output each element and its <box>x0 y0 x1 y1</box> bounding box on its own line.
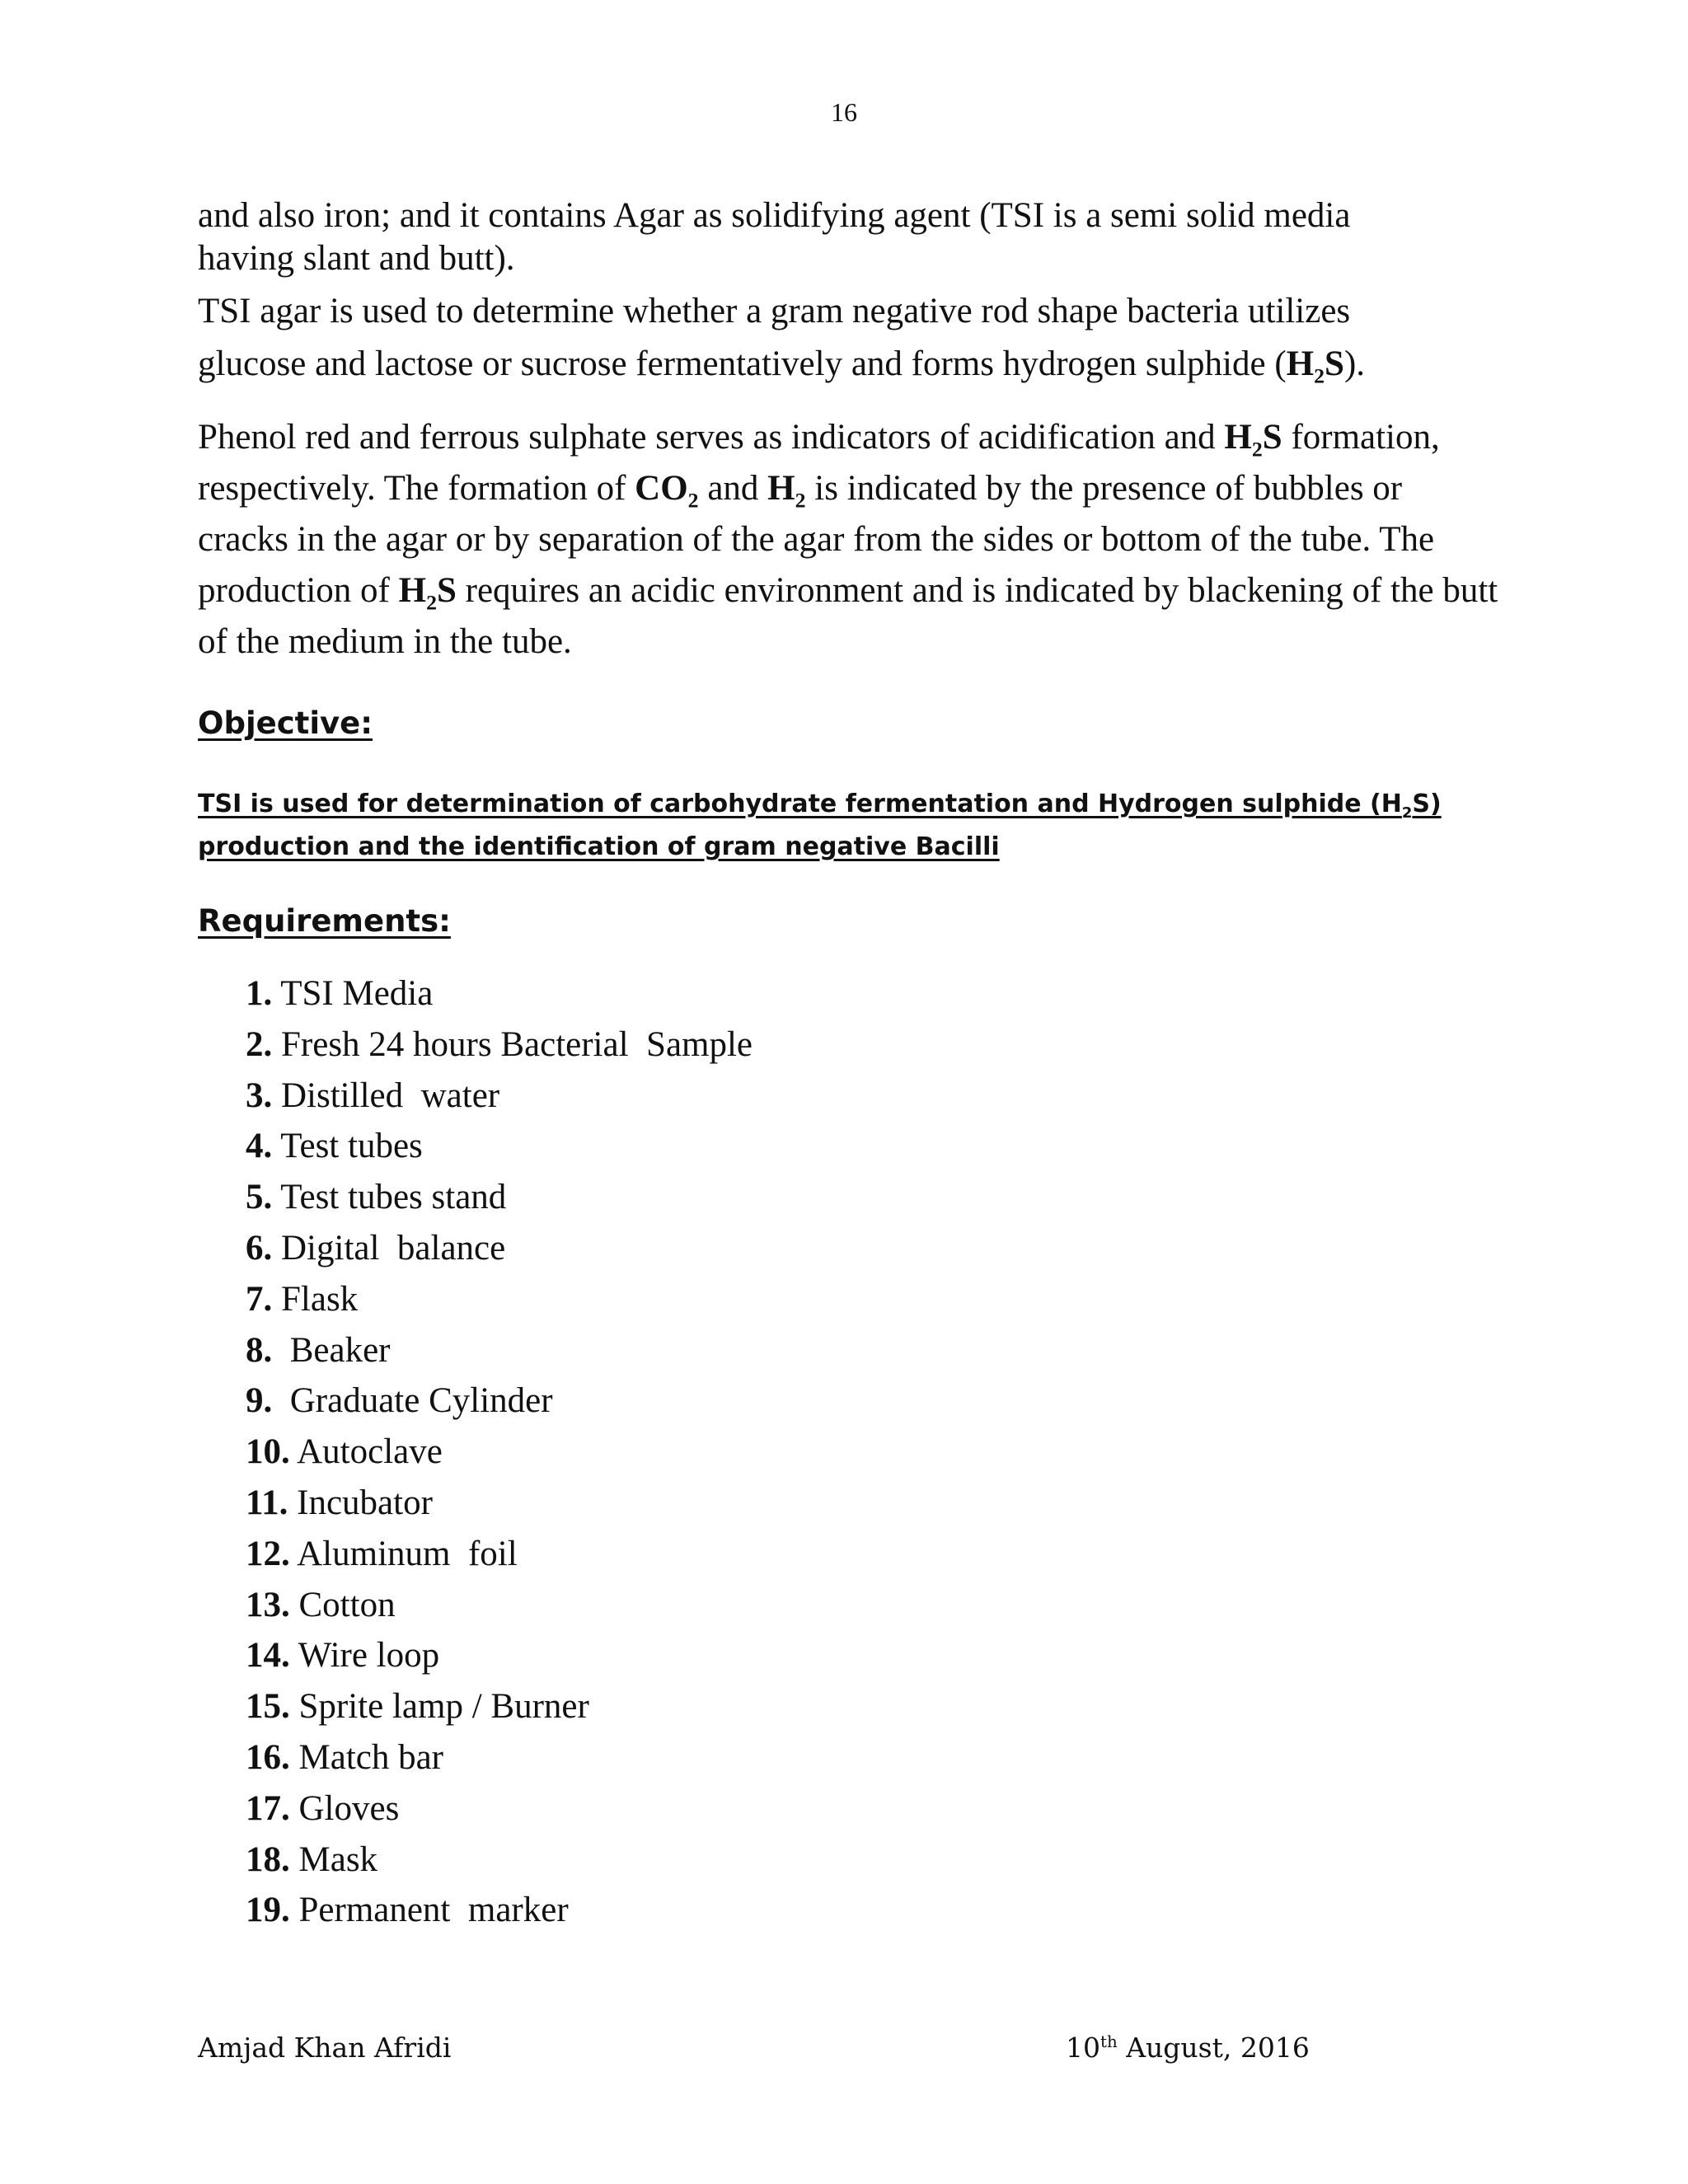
list-item: 12. Aluminum foil <box>246 1534 518 1573</box>
h2-formula: $H_2$ <box>767 469 806 513</box>
list-item: 11. Incubator <box>246 1483 433 1522</box>
requirements-heading: Requirements: <box>198 903 451 939</box>
page-number: 16 <box>831 97 857 127</box>
intro-line-1: and also iron; and it contains Agar as solidifying agent (TSI is a semi solid media <box>198 196 1351 235</box>
indicator-text-3: and <box>698 469 768 508</box>
list-item: 13. Cotton <box>246 1585 396 1624</box>
list-item: 5. Test tubes stand <box>246 1178 507 1217</box>
indicator-text-2: formation, respectively. The formation of <box>198 418 1440 508</box>
indicator-text-4: is indicated by the presence of bubbles or cracks in the agar or by separation of the agar from the sides or bottom of the tube. The production of <box>198 469 1435 610</box>
list-item: 10. Autoclave <box>246 1432 443 1472</box>
indicator-text-1: Phenol red and ferrous sulphate serves as indicators of acidification and <box>198 418 1225 457</box>
h2s-formula: $H_2S$ <box>1224 418 1282 462</box>
list-item: 14. Wire loop <box>246 1636 440 1675</box>
purpose-line-2a: glucose and lactose or sucrose fermentatively and forms hydrogen sulphide ( <box>198 344 1287 383</box>
intro-line-2: having slant and butt). <box>198 239 515 278</box>
list-item: 16. Match bar <box>246 1737 444 1777</box>
h2s-formula: $H_2S$ <box>1286 344 1344 388</box>
list-item: 2. Fresh 24 hours Bacterial Sample <box>246 1024 753 1064</box>
list-item: 8. Beaker <box>246 1330 391 1370</box>
co2-formula: $CO_2$ <box>635 469 699 513</box>
list-item: 3. Distilled water <box>246 1076 500 1115</box>
purpose-line-1: TSI agar is used to determine whether a gram negative rod shape bacteria utilizes <box>198 292 1351 330</box>
list-item: 9. Graduate Cylinder <box>246 1381 553 1421</box>
footer-date: 10th August, 2016 <box>1066 2032 1310 2064</box>
tsi-purpose-paragraph <box>198 285 1500 391</box>
list-item: 18. Mask <box>246 1840 378 1879</box>
purpose-line-2b: ). <box>1343 344 1366 383</box>
intro-paragraph <box>198 194 1500 280</box>
list-item: 17. Gloves <box>246 1788 400 1828</box>
list-item: 6. Digital balance <box>246 1228 506 1268</box>
list-item: 19. Permanent marker <box>246 1891 569 1930</box>
h2s-formula: $H_2S$ <box>398 571 457 615</box>
objective-heading: Objective: <box>198 705 373 741</box>
indicator-text-5: requires an acidic environment and is indicated by blackening of the butt of the medium in the tube. <box>198 571 1498 661</box>
list-item: 4. Test tubes <box>246 1127 423 1166</box>
list-item: 1. TSI Media <box>246 974 434 1013</box>
requirements-list <box>246 968 753 1936</box>
list-item: 15. Sprite lamp / Burner <box>246 1687 589 1727</box>
indicator-paragraph <box>198 412 1500 668</box>
objective-text: TSI is used for determination of carbohydrate fermentation and Hydrogen sulphide $(H_2S)$ production and the identification of gram negative Bacilli <box>198 790 1442 861</box>
footer-author: Amjad Khan Afridi <box>198 2032 452 2064</box>
list-item: 7. Flask <box>246 1279 359 1319</box>
